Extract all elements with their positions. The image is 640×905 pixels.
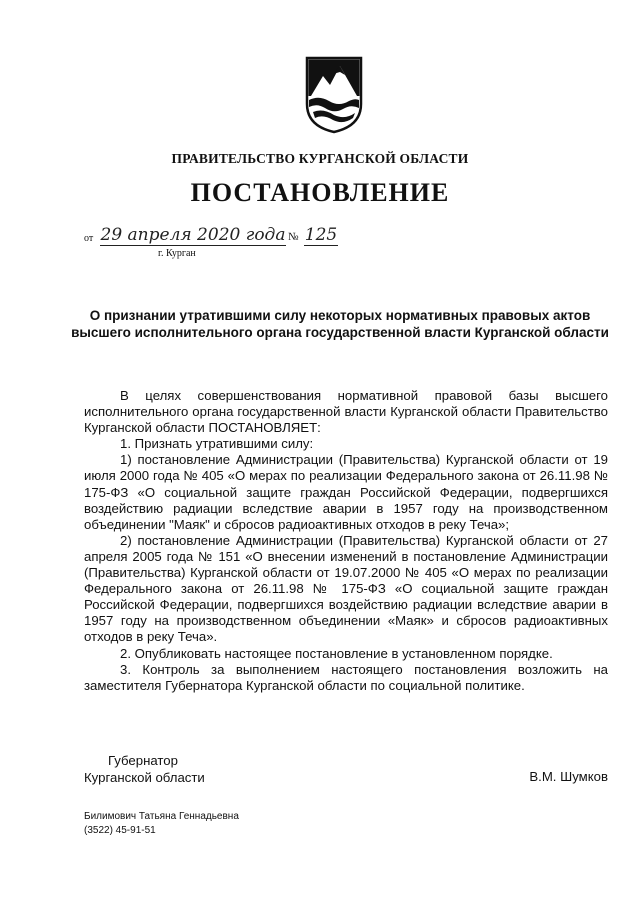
handwritten-date: 29 апреля 2020 года [100,225,286,245]
kurgan-coat-of-arms-icon [303,52,365,134]
body-paragraph: 1) постановление Администрации (Правительства) Курганской области от 19 июля 2000 года № 405 «О мерах по реализации Федерального закона от 26.11.98 № 175-ФЗ «О социальной защите граждан Российской Федерации, подвергшихся воздействию радиации вследствие аварии в 1957 году на производственном объединении "Маяк" и сбросов радиоактивных отходов в реку Теча»; [84,452,608,532]
date-underline [100,245,286,246]
body-paragraph: В целях совершенствования нормативной правовой базы высшего исполнительного органа государственной власти Курганской области Правительство Курганской области ПОСТАНОВЛЯЕТ: [84,388,608,436]
document-subject: О признании утратившими силу некоторых нормативных правовых актов высшего исполнительного органа государственной власти Курганской области [71,308,609,340]
signatory-name: В.М. Шумков [529,769,608,784]
body-paragraph: 2. Опубликовать настоящее постановление в установленном порядке. [120,645,553,661]
signatory-position-line1: Губернатор [108,753,178,768]
signatory-position [84,752,205,786]
document-body [84,388,608,694]
number-underline [304,245,338,246]
body-paragraph: 1. Признать утратившими силу: [120,436,314,452]
organization-name: ПРАВИТЕЛЬСТВО КУРГАНСКОЙ ОБЛАСТИ [171,151,469,166]
body-paragraph: 3. Контроль за выполнением настоящего постановления возложить на заместителя Губернатора Курганской области по социальной политике. [84,661,608,693]
executor-phone: (3522) 45-91-51 [84,825,156,836]
handwritten-number: 125 [304,225,338,245]
coat-of-arms [303,52,365,134]
date-prefix: от [84,233,94,244]
executor-info [84,810,239,838]
signatory-position-line2: Курганской области [84,770,205,785]
document-type-title: ПОСТАНОВЛЕНИЕ [190,178,450,207]
city-label: г. Курган [158,248,196,259]
body-paragraph: 2) постановление Администрации (Правительства) Курганской области от 27 апреля 2005 года № 151 «О внесении изменений в постановление Администрации (Правительства) Курганской области от 19.07.2000 № 405 «О мерах по реализации Федерального закона от 26.11.98 № 175-ФЗ «О социальной защите граждан Российской Федерации, подвергшихся воздействию радиации вследствие аварии в 1957 году на производственном объединении «Маяк» и сбросов радиоактивных отходов в реку Теча». [84,532,608,645]
date-number-line [84,225,384,265]
number-sign: № [288,231,299,243]
executor-name: Билимович Татьяна Геннадьевна [84,811,239,822]
